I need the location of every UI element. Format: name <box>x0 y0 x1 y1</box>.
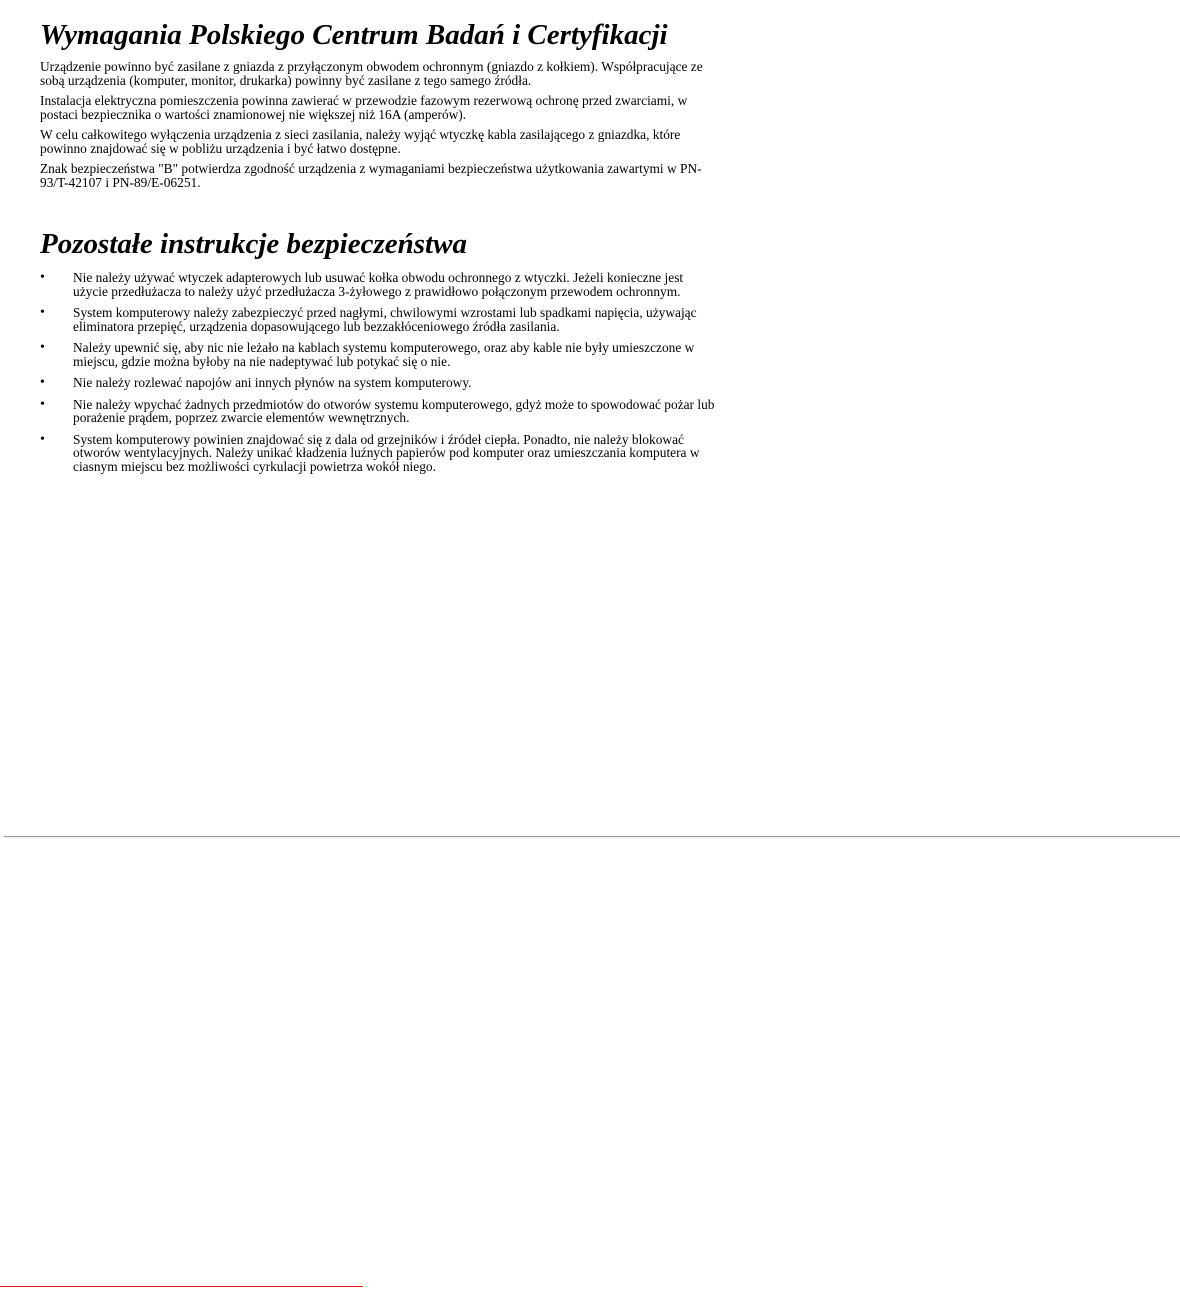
paragraph: Znak bezpieczeństwa "B" potwierdza zgodność urządzenia z wymaganiami bezpieczeństwa użytkowania zawartymi w PN-93/T-42107 i PN-89/E-06251. <box>40 161 702 190</box>
section-heading-pcbc: Wymagania Polskiego Centrum Badań i Certyfikacji <box>40 19 668 51</box>
list-item <box>40 271 720 298</box>
section-heading-other-safety: Pozostałe instrukcje bezpieczeństwa <box>40 228 467 260</box>
list-item <box>40 398 720 425</box>
bullet-icon: • <box>40 270 45 285</box>
list-item <box>40 341 720 368</box>
document-content <box>40 18 720 481</box>
paragraph: Instalacja elektryczna pomieszczenia powinna zawierać w przewodzie fazowym rezerwową ochronę przed zwarciami, w postaci bezpiecznika o wartości znamionowej nie większej niż 16A (amperów). <box>40 93 688 122</box>
bullet-icon: • <box>40 340 45 355</box>
bullet-icon: • <box>40 375 45 390</box>
list-item-text: Nie należy wpychać żadnych przedmiotów do otworów systemu komputerowego, gdyż może to spowodować pożar lub porażenie prądem, poprzez zwarcie elementów wewnętrznych. <box>73 396 715 425</box>
list-item <box>40 376 720 390</box>
list-item <box>40 306 720 333</box>
bullet-icon: • <box>40 431 45 447</box>
list-item <box>40 433 720 474</box>
bullet-icon: • <box>40 305 45 320</box>
list-item-text: System komputerowy należy zabezpieczyć przed nagłymi, chwilowymi wzrostami lub spadkami napięcia, używając eliminatora przepięć, urządzenia dopasowującego lub bezzakłóceniowego źródła zasilania. <box>73 305 697 334</box>
list-item-text: Nie należy używać wtyczek adapterowych lub usuwać kołka obwodu ochronnego z wtyczki. Jeżeli konieczne jest użycie przedłużacza to należy użyć przedłużacza 3-żyłowego z prawidłowo połączonym przewodem ochronnym. <box>73 270 684 299</box>
safety-instructions-list <box>40 271 720 473</box>
paragraph: W celu całkowitego wyłączenia urządzenia z sieci zasilania, należy wyjąć wtyczkę kabla zasilającego z gniazdka, które powinno znajdować się w pobliżu urządzenia i być łatwo dostępne. <box>40 127 681 156</box>
list-item-text: System komputerowy powinien znajdować się z dala od grzejników i źródeł ciepła. Ponadto, nie należy blokować otworów wentylacyjnych. Należy unikać kładzenia luźnych papierów pod komputer oraz umieszczania komputera w ciasnym miejscu bez możliwości cyrkulacji powietrza wokół niego. <box>73 431 700 474</box>
other-safety-instructions-section <box>40 227 720 473</box>
footer-rule <box>0 1286 363 1287</box>
paragraph: Urządzenie powinno być zasilane z gniazda z przyłączonym obwodem ochronnym (gniazdo z kołkiem). Współpracujące ze sobą urządzenia (komputer, monitor, drukarka) powinny być zasilane z tego samego źródła. <box>40 59 703 88</box>
list-item-text: Należy upewnić się, aby nic nie leżało na kablach systemu komputerowego, oraz aby kable nie były umieszczone w miejscu, gdzie można byłoby na nie nadeptywać lub potykać się o nie. <box>73 340 695 369</box>
list-item-text: Nie należy rozlewać napojów ani innych płynów na system komputerowy. <box>73 375 472 390</box>
bullet-icon: • <box>40 396 45 412</box>
pcbc-requirements-section <box>40 18 720 189</box>
horizontal-divider <box>4 836 1180 838</box>
